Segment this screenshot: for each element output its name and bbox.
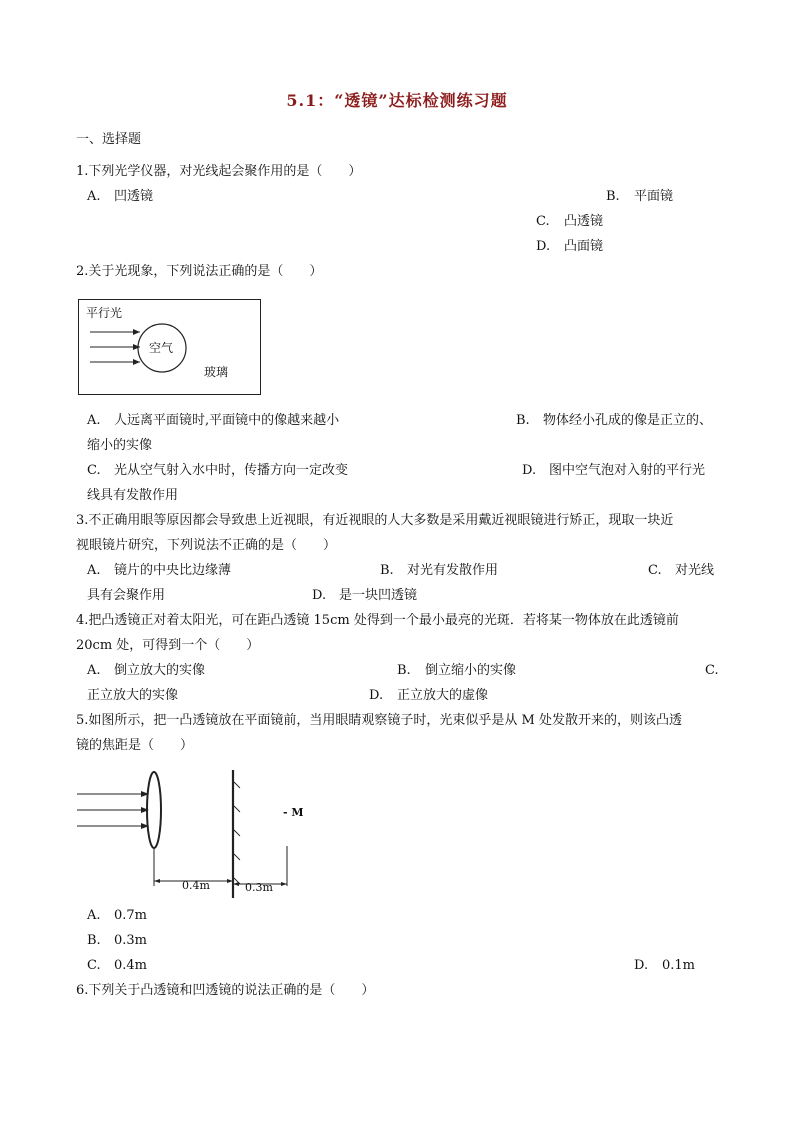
option-letter: D.	[522, 463, 537, 478]
parallel-light-label: 平行光	[86, 306, 123, 320]
air-bubble-figure	[78, 299, 261, 395]
option-letter: B.	[380, 563, 394, 578]
question-3-stem-line2: 视眼镜片研究，下列说法不正确的是（ ）	[76, 538, 337, 553]
option-letter: C.	[536, 214, 550, 229]
option-letter: B.	[87, 933, 101, 948]
option-text: 对光有发散作用	[407, 563, 499, 578]
mirror-hatching	[234, 782, 240, 884]
option-text: 倒立放大的实像	[114, 663, 206, 678]
option-text: 是一块凹透镜	[339, 588, 418, 603]
option-text: 凹透镜	[114, 189, 154, 204]
option-text-continued: 线具有发散作用	[87, 488, 179, 503]
option-letter: A.	[87, 563, 101, 578]
option-text: 0.7m	[114, 908, 148, 923]
option-text: 平面镜	[634, 189, 674, 204]
option-letter: C.	[648, 563, 662, 578]
question-5-stem-line2: 镜的焦距是（ ）	[76, 738, 194, 753]
air-label: 空气	[149, 341, 174, 355]
option-text: 正立放大的虚像	[397, 688, 489, 703]
option-text-continued: 具有会聚作用	[87, 588, 166, 603]
option-letter: A.	[87, 413, 101, 428]
option-letter: B.	[606, 189, 620, 204]
distance-mirror-m-label: 0.3m	[245, 881, 273, 894]
glass-label: 玻璃	[204, 365, 229, 379]
lens-mirror-figure	[72, 768, 322, 900]
option-text-continued: 正立放大的实像	[87, 688, 179, 703]
option-letter: D.	[634, 958, 649, 973]
option-text: 物体经小孔成的像是正立的、	[543, 413, 713, 428]
option-letter: D.	[369, 688, 384, 703]
option-letter: A.	[87, 663, 101, 678]
page-title: 5.1：“透镜”达标检测练习题	[286, 91, 508, 110]
option-text: 0.4m	[114, 958, 148, 973]
option-text: 对光线	[675, 563, 715, 578]
distance-lens-mirror-label: 0.4m	[182, 879, 210, 892]
option-text: 倒立缩小的实像	[425, 663, 517, 678]
question-5-stem: 5.如图所示，把一凸透镜放在平面镜前，当用眼睛观察镜子时，光束似乎是从 M 处发散开来的，则该凸透	[76, 713, 682, 728]
question-4-stem-line2: 20cm 处，可得到一个（ ）	[76, 638, 260, 653]
option-letter: C.	[87, 958, 101, 973]
convex-lens	[147, 772, 161, 848]
question-3-stem: 3.不正确用眼等原因都会导致患上近视眼，有近视眼的人大多数是采用戴近视眼镜进行矫正，现取一块近	[76, 513, 674, 528]
option-letter: A.	[87, 189, 101, 204]
option-text: 镜片的中央比边缘薄	[114, 563, 232, 578]
option-letter: B.	[397, 663, 411, 678]
option-letter: D.	[536, 239, 551, 254]
question-2-stem: 2.关于光现象，下列说法正确的是（ ）	[76, 264, 323, 279]
question-6-stem: 6.下列关于凸透镜和凹透镜的说法正确的是（ ）	[76, 983, 375, 998]
option-text: 图中空气泡对入射的平行光	[549, 463, 706, 478]
option-letter: C.	[87, 463, 101, 478]
point-m-label: - M	[283, 806, 304, 819]
option-text-continued: 缩小的实像	[87, 438, 153, 453]
option-letter: C.	[705, 663, 719, 678]
question-1-stem: 1.下列光学仪器，对光线起会聚作用的是（ ）	[76, 164, 362, 179]
arrowheads	[133, 329, 140, 365]
option-text: 0.1m	[662, 958, 696, 973]
question-4-stem: 4.把凸透镜正对着太阳光，可在距凸透镜 15cm 处得到一个最小最亮的光斑．若将某一物体放在此透镜前	[76, 613, 679, 628]
option-letter: D.	[312, 588, 327, 603]
section-heading: 一、选择题	[76, 132, 142, 147]
option-text: 0.3m	[114, 933, 148, 948]
parallel-light-rays	[90, 332, 140, 362]
incident-light-rays	[77, 794, 148, 826]
option-text: 光从空气射入水中时，传播方向一定改变	[114, 463, 349, 478]
option-letter: B.	[516, 413, 530, 428]
option-letter: A.	[87, 908, 101, 923]
option-text: 人远离平面镜时,平面镜中的像越来越小	[114, 413, 340, 428]
option-text: 凸面镜	[564, 239, 604, 254]
option-text: 凸透镜	[564, 214, 604, 229]
